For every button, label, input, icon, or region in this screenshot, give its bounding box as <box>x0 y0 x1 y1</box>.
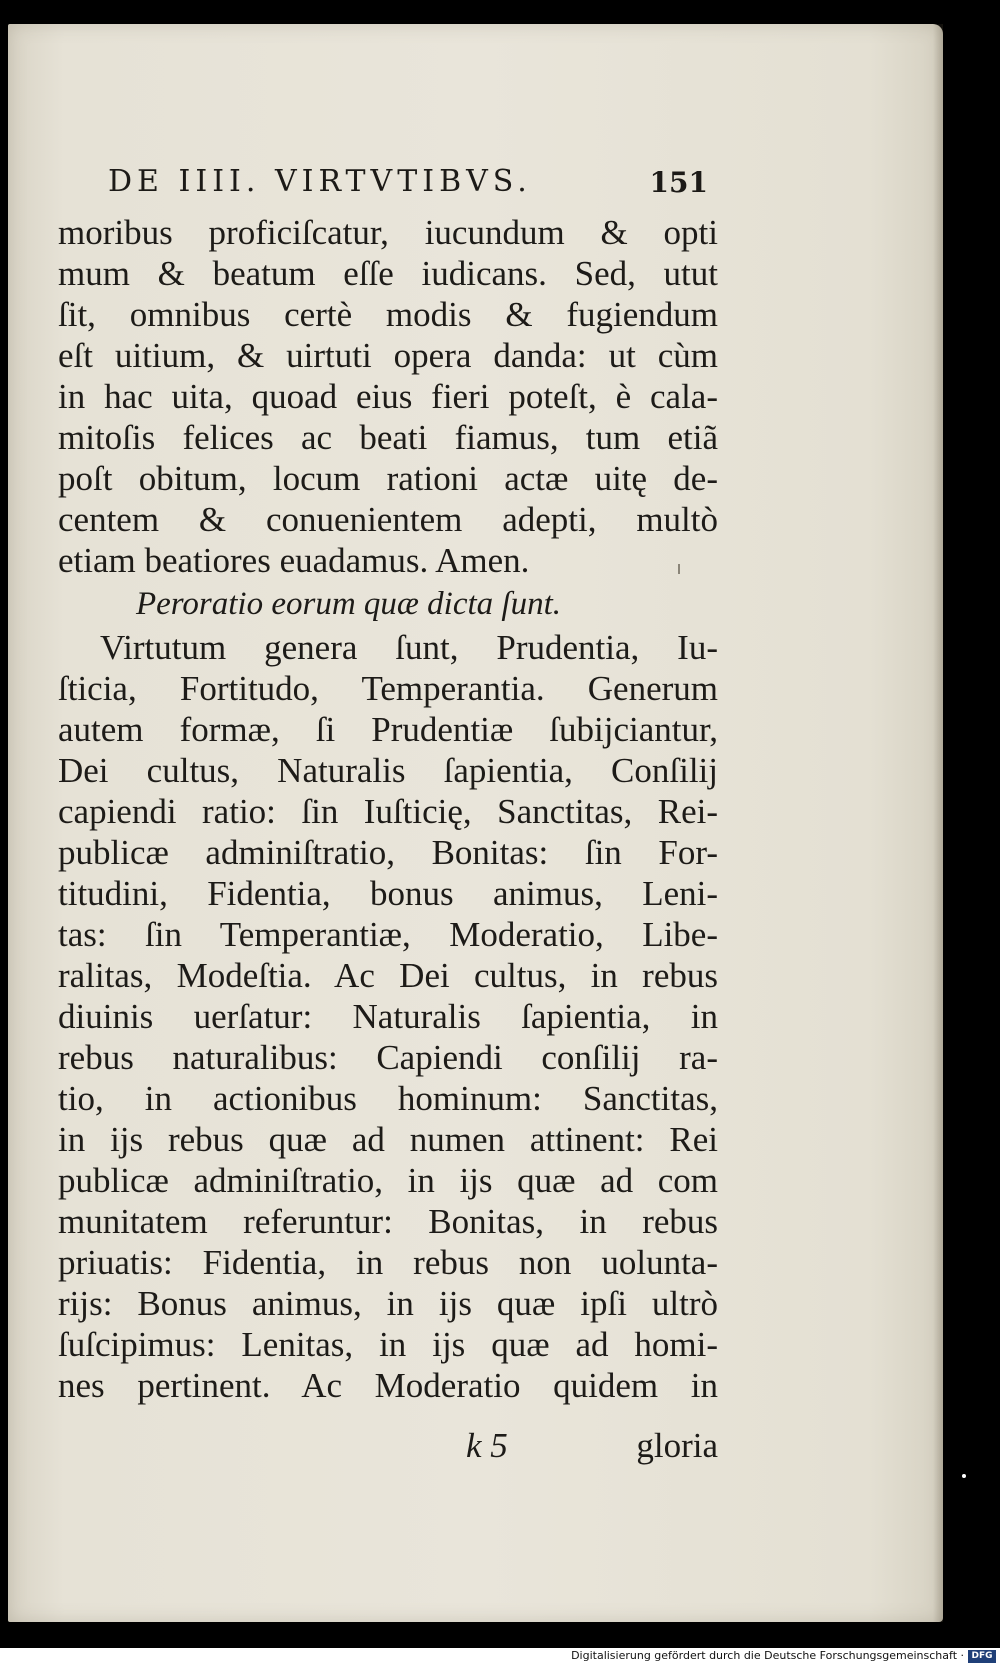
text-line: tio, in actionibus hominum: Sanctitas, <box>58 1079 718 1118</box>
text-line: nes pertinent. Ac Moderatio quidem in <box>58 1366 718 1405</box>
text-line: priuatis: Fidentia, in rebus non uolunta- <box>58 1243 718 1282</box>
text-line: mum & beatum eſſe iudicans. Sed, utut <box>58 254 718 293</box>
scan-speck <box>962 1474 966 1478</box>
text-line: ſticia, Fortitudo, Temperantia. Generum <box>58 669 718 708</box>
footer-credit: Digitalisierung gefördert durch die Deutsche Forschungsgemeinschaft · <box>571 1649 964 1662</box>
ink-speck <box>678 564 680 574</box>
book-page <box>8 24 943 1622</box>
text-line: in hac uita, quoad eius fieri poteſt, è cala- <box>58 377 718 416</box>
text-line: Dei cultus, Naturalis ſapientia, Conſilij <box>58 751 718 790</box>
text-line: tas: ſin Temperantiæ, Moderatio, Libe- <box>58 915 718 954</box>
text-line: rebus naturalibus: Capiendi conſilij ra- <box>58 1038 718 1077</box>
dfg-logo: DFG <box>968 1650 996 1663</box>
text-line: mitoſis felices ac beati fiamus, tum etiã <box>58 418 718 457</box>
text-line: publicæ adminiſtratio, in ijs quæ ad com <box>58 1161 718 1200</box>
text-line: in ijs rebus quæ ad numen attinent: Rei <box>58 1120 718 1159</box>
text-line: ſuſcipimus: Lenitas, in ijs quæ ad homi- <box>58 1325 718 1364</box>
text-line: titudini, Fidentia, bonus animus, Leni- <box>58 874 718 913</box>
page-edge-shadow <box>933 24 943 1622</box>
text-line: diuinis uerſatur: Naturalis ſapientia, in <box>58 997 718 1036</box>
page-number: 151 <box>649 166 708 199</box>
text-line: munitatem referuntur: Bonitas, in rebus <box>58 1202 718 1241</box>
text-line: moribus proficiſcatur, iucundum & opti <box>58 213 718 252</box>
signature-mark: k 5 <box>466 1426 508 1465</box>
text-line: centem & conuenientem adepti, multò <box>58 500 718 539</box>
text-line: rijs: Bonus animus, in ijs quæ ipſi ultrò <box>58 1284 718 1323</box>
catch-row <box>458 1426 718 1470</box>
text-line: capiendi ratio: ſin Iuſticię, Sanctitas, Rei- <box>58 792 718 831</box>
text-line: eſt uitium, & uirtuti opera danda: ut cùm <box>58 336 718 375</box>
text-line: poſt obitum, locum rationi actæ uitę de- <box>58 459 718 498</box>
paragraph-first-line: Virtutum genera ſunt, Prudentia, Iu- <box>100 628 718 667</box>
text-line-last: etiam beatiores euadamus. Amen. <box>58 541 530 580</box>
text-line: ralitas, Modeſtia. Ac Dei cultus, in rebus <box>58 956 718 995</box>
text-line: publicæ adminiſtratio, Bonitas: ſin For- <box>58 833 718 872</box>
footer-bar <box>0 1648 1000 1666</box>
running-head <box>108 164 708 210</box>
catchword: gloria <box>636 1426 718 1465</box>
main-text-block <box>58 212 718 1406</box>
section-heading: Peroratio eorum quæ dicta ſunt. <box>136 586 562 622</box>
text-line: autem formæ, ſi Prudentiæ ſubijciantur, <box>58 710 718 749</box>
running-title: DE IIII. VIRTVTIBVS. <box>108 164 532 199</box>
text-line: ſit, omnibus certè modis & fugiendum <box>58 295 718 334</box>
